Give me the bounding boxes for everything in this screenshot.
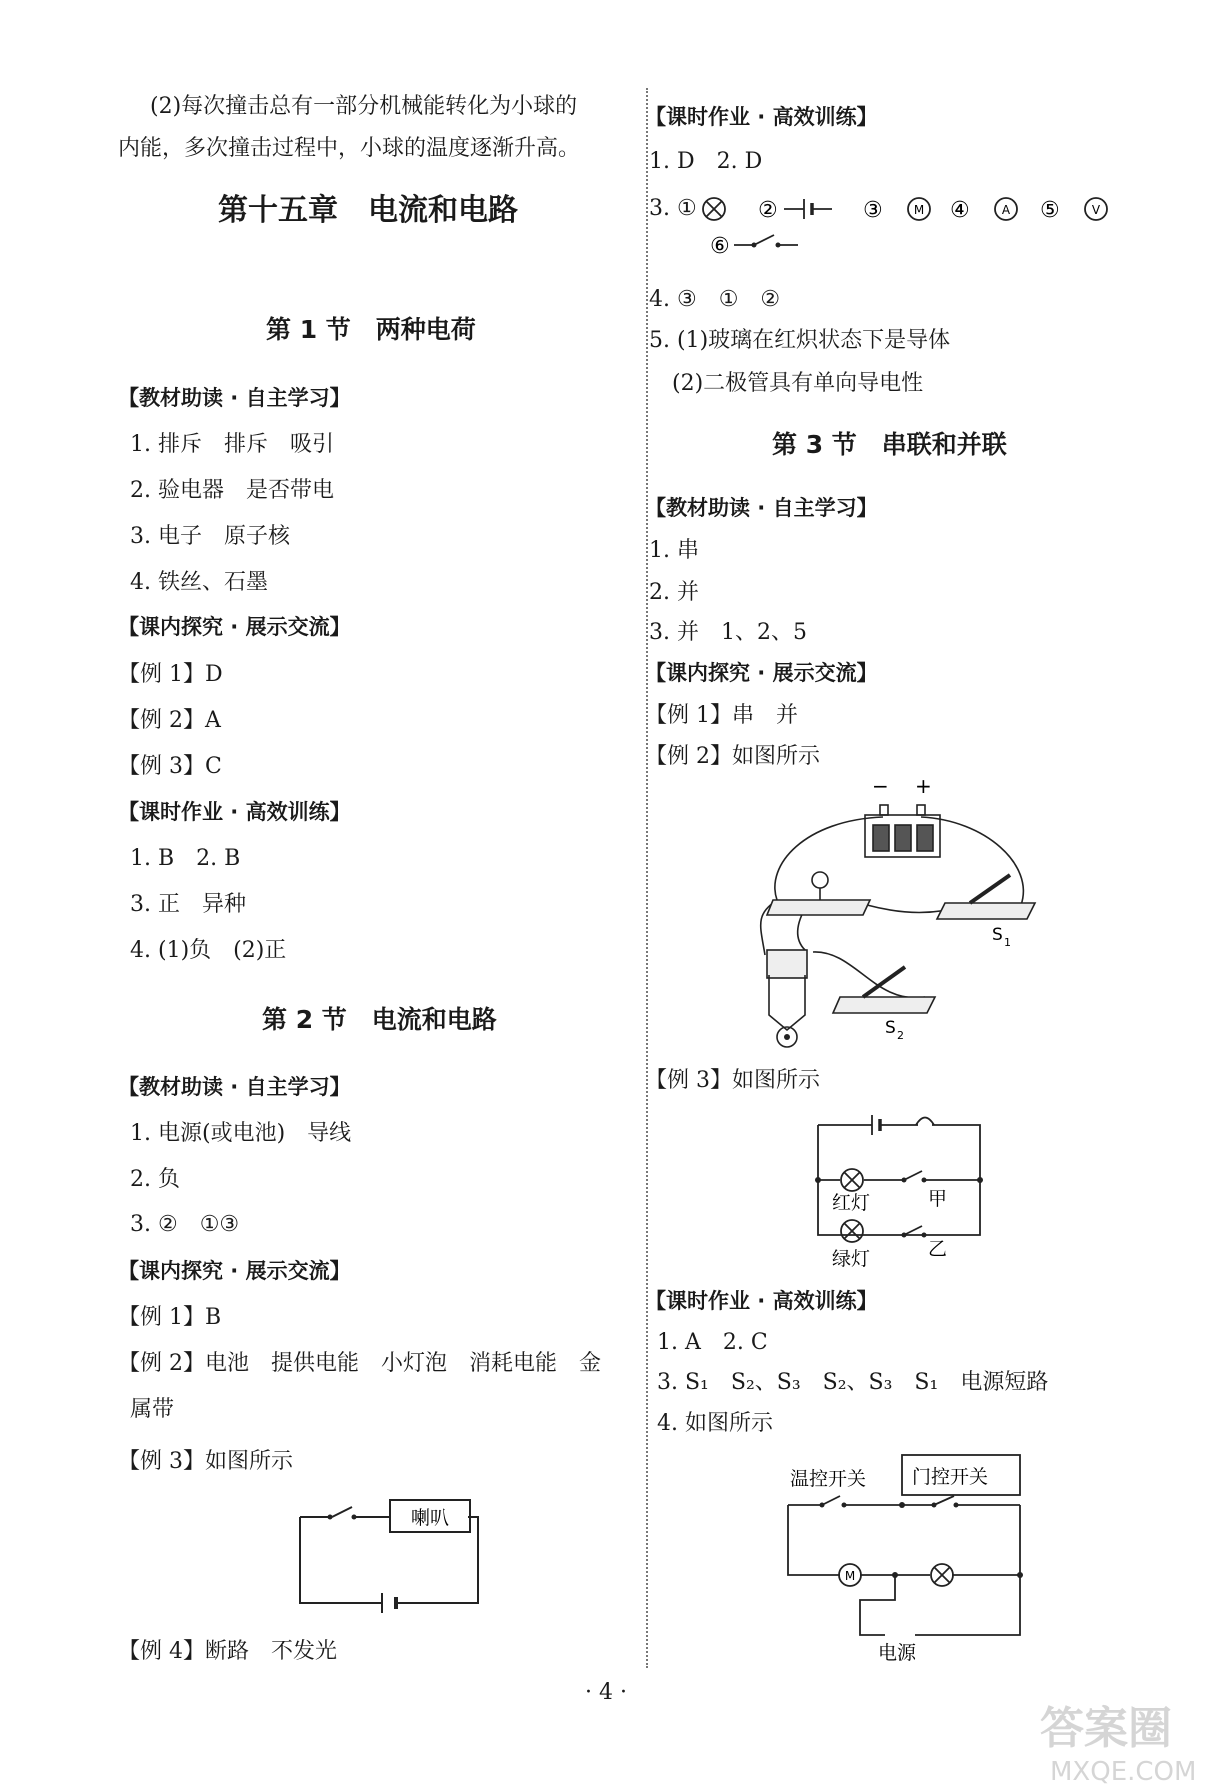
s3-answer-2: 2. 并: [649, 580, 699, 605]
s2-example-3: 【例 3】如图所示: [118, 1449, 293, 1474]
svg-text:甲: 甲: [928, 1188, 948, 1210]
svg-text:门控开关: 门控开关: [912, 1466, 989, 1488]
r-q5-1: 5. (1)玻璃在红炽状态下是导体: [649, 328, 951, 353]
svg-text:②: ②: [758, 198, 778, 223]
s1-example-2: 【例 2】A: [118, 708, 221, 733]
s3-answer-3: 3. 并 1、2、5: [649, 620, 807, 645]
fridge-circuit-diagram: [780, 1445, 1040, 1670]
svg-text:答案圈: 答案圈: [1040, 1703, 1172, 1754]
column-divider: [646, 88, 648, 1668]
svg-text:M: M: [844, 1569, 856, 1583]
s3-example-1: 【例 1】串 并: [645, 703, 798, 728]
svg-text:S: S: [885, 1018, 896, 1038]
svg-text:温控开关: 温控开关: [790, 1468, 867, 1490]
s2-example-4: 【例 4】断路 不发光: [118, 1639, 337, 1664]
svg-text:M: M: [913, 203, 925, 217]
svg-text:⑤: ⑤: [1040, 198, 1060, 223]
svg-text:电源: 电源: [878, 1642, 917, 1664]
s1-example-1: 【例 1】D: [118, 662, 223, 687]
svg-text:④: ④: [950, 198, 970, 223]
intro-line-2: 内能，多次撞击过程中，小球的温度逐渐升高。: [118, 136, 581, 161]
s1-heading-study: 【教材助读 · 自主学习】: [118, 386, 351, 410]
s1-example-3: 【例 3】C: [118, 754, 222, 779]
traffic-light-circuit-diagram: [810, 1105, 1000, 1275]
s3-heading-homework: 【课时作业 · 高效训练】: [645, 1289, 878, 1313]
section-2-title: 第 2 节 电流和电路: [262, 1005, 497, 1034]
s2-answer-3: 3. ② ①③: [130, 1212, 240, 1237]
intro-line-1: (2)每次撞击总有一部分机械能转化为小球的: [150, 94, 578, 119]
s1-answer-4: 4. 铁丝、石墨: [130, 570, 268, 595]
r-heading-homework: 【课时作业 · 高效训练】: [645, 105, 878, 129]
svg-text:红灯: 红灯: [832, 1192, 871, 1214]
switch-symbol-icon: [754, 235, 774, 245]
svg-text:绿灯: 绿灯: [832, 1248, 871, 1270]
q3-circuit-symbols: [700, 189, 1120, 259]
svg-text:S: S: [992, 925, 1003, 945]
svg-text:A: A: [1001, 203, 1011, 217]
s1-hw-3: 4. (1)负 (2)正: [130, 938, 287, 963]
svg-text:⑥: ⑥: [710, 234, 730, 259]
chapter-title: 第十五章 电流和电路: [218, 193, 518, 228]
s1-answer-2: 2. 验电器 是否带电: [130, 478, 334, 503]
speaker-circuit-diagram: [290, 1485, 490, 1615]
r-q1: 1. D 2. D: [649, 149, 763, 174]
svg-text:1: 1: [1004, 936, 1011, 949]
s3-example-2: 【例 2】如图所示: [645, 744, 820, 769]
svg-text:−: −: [872, 774, 889, 798]
s3-hw-4: 4. 如图所示: [657, 1411, 773, 1436]
section-3-title: 第 3 节 串联和并联: [772, 430, 1007, 459]
s2-example-1: 【例 1】B: [118, 1305, 222, 1330]
s2-example-2-cont: 属带: [130, 1397, 175, 1422]
r-q5-2: (2)二极管具有单向导电性: [672, 371, 924, 396]
svg-text:V: V: [1091, 203, 1101, 217]
s2-answer-2: 2. 负: [130, 1167, 180, 1192]
s1-answer-1: 1. 排斥 排斥 吸引: [130, 432, 334, 457]
s1-hw-2: 3. 正 异种: [130, 892, 246, 917]
s3-heading-explore: 【课内探究 · 展示交流】: [645, 661, 878, 685]
s1-answer-3: 3. 电子 原子核: [130, 524, 290, 549]
s3-hw-3: 3. S₁ S₂、S₃ S₂、S₃ S₁ 电源短路: [657, 1370, 1049, 1395]
section-1-title: 第 1 节 两种电荷: [266, 315, 476, 344]
speaker-label: 喇叭: [410, 1507, 450, 1529]
svg-text:2: 2: [897, 1029, 904, 1042]
s1-hw-1: 1. B 2. B: [130, 846, 241, 871]
s2-heading-study: 【教材助读 · 自主学习】: [118, 1075, 351, 1099]
s3-example-3: 【例 3】如图所示: [645, 1068, 820, 1093]
svg-text:MXQE.COM: MXQE.COM: [1050, 1757, 1197, 1787]
r-q3-prefix: 3. ①: [649, 196, 697, 221]
svg-text:③: ③: [863, 198, 883, 223]
s2-example-2: 【例 2】电池 提供电能 小灯泡 消耗电能 金: [118, 1351, 601, 1376]
svg-text:乙: 乙: [928, 1238, 948, 1260]
series-parallel-physical-diagram: [745, 775, 1055, 1050]
s2-heading-explore: 【课内探究 · 展示交流】: [118, 1259, 351, 1283]
svg-text:+: +: [915, 774, 932, 798]
s1-heading-homework: 【课时作业 · 高效训练】: [118, 800, 351, 824]
s3-heading-study: 【教材助读 · 自主学习】: [645, 496, 878, 520]
s3-hw-1: 1. A 2. C: [657, 1330, 768, 1355]
r-q4: 4. ③ ① ②: [649, 287, 781, 312]
s2-answer-1: 1. 电源(或电池) 导线: [130, 1121, 352, 1146]
s1-heading-explore: 【课内探究 · 展示交流】: [118, 615, 351, 639]
watermark-logo: [1030, 1688, 1200, 1788]
page-number: · 4 ·: [585, 1680, 627, 1705]
s3-answer-1: 1. 串: [649, 538, 699, 563]
